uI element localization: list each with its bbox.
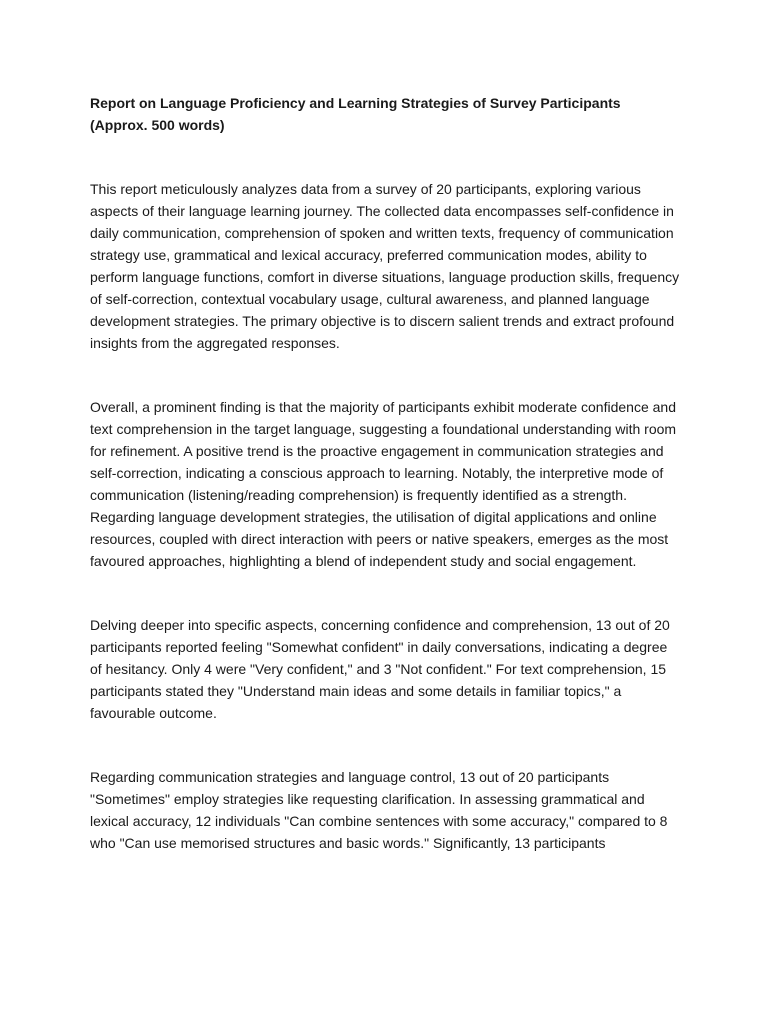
- document-body: [90, 92, 682, 896]
- paragraph-confidence-comprehension: Delving deeper into specific aspects, concerning confidence and comprehension, 13 out of 20 participants reported feeling "Somewhat confident" in daily conversations, indicating a degree of hesitancy. Only 4 were "Very confident," and 3 "Not confident." For text comprehension, 15 participants stated they "Understand main ideas and some details in familiar topics," a favourable outcome.: [90, 617, 670, 721]
- report-title: [90, 92, 682, 136]
- paragraph-overall-findings: Overall, a prominent finding is that the majority of participants exhibit moderate confidence and text comprehension in the target language, suggesting a foundational understanding with room for refinement. A positive trend is the proactive engagement in communication strategies and self-correction, indicating a conscious approach to learning. Notably, the interpretive mode of communication (listening/reading comprehension) is frequently identified as a strength. Regarding language development strategies, the utilisation of digital applications and online resources, coupled with direct interaction with peers or native speakers, emerges as the most favoured approaches, highlighting a blend of independent study and social engagement.: [90, 399, 677, 569]
- paragraph-introduction: This report meticulously analyzes data from a survey of 20 participants, exploring various aspects of their language learning journey. The collected data encompasses self-confidence in daily communication, comprehension of spoken and written texts, frequency of communication strategy use, grammatical and lexical accuracy, preferred communication modes, ability to perform language functions, comfort in diverse situations, language production skills, frequency of self-correction, contextual vocabulary usage, cultural awareness, and planned language development strategies. The primary objective is to discern salient trends and extract profound insights from the aggregated responses.: [90, 181, 680, 351]
- report-title-line-2: (Approx. 500 words): [90, 117, 225, 133]
- paragraph-communication-strategies: Regarding communication strategies and language control, 13 out of 20 participants "Sometimes" employ strategies like requesting clarification. In assessing grammatical and lexical accuracy, 12 individuals "Can combine sentences with some accuracy," compared to 8 who "Can use memorised structures and basic words." Significantly, 13 participants: [90, 769, 668, 851]
- report-title-line-1: Report on Language Proficiency and Learning Strategies of Survey Participants: [90, 95, 621, 111]
